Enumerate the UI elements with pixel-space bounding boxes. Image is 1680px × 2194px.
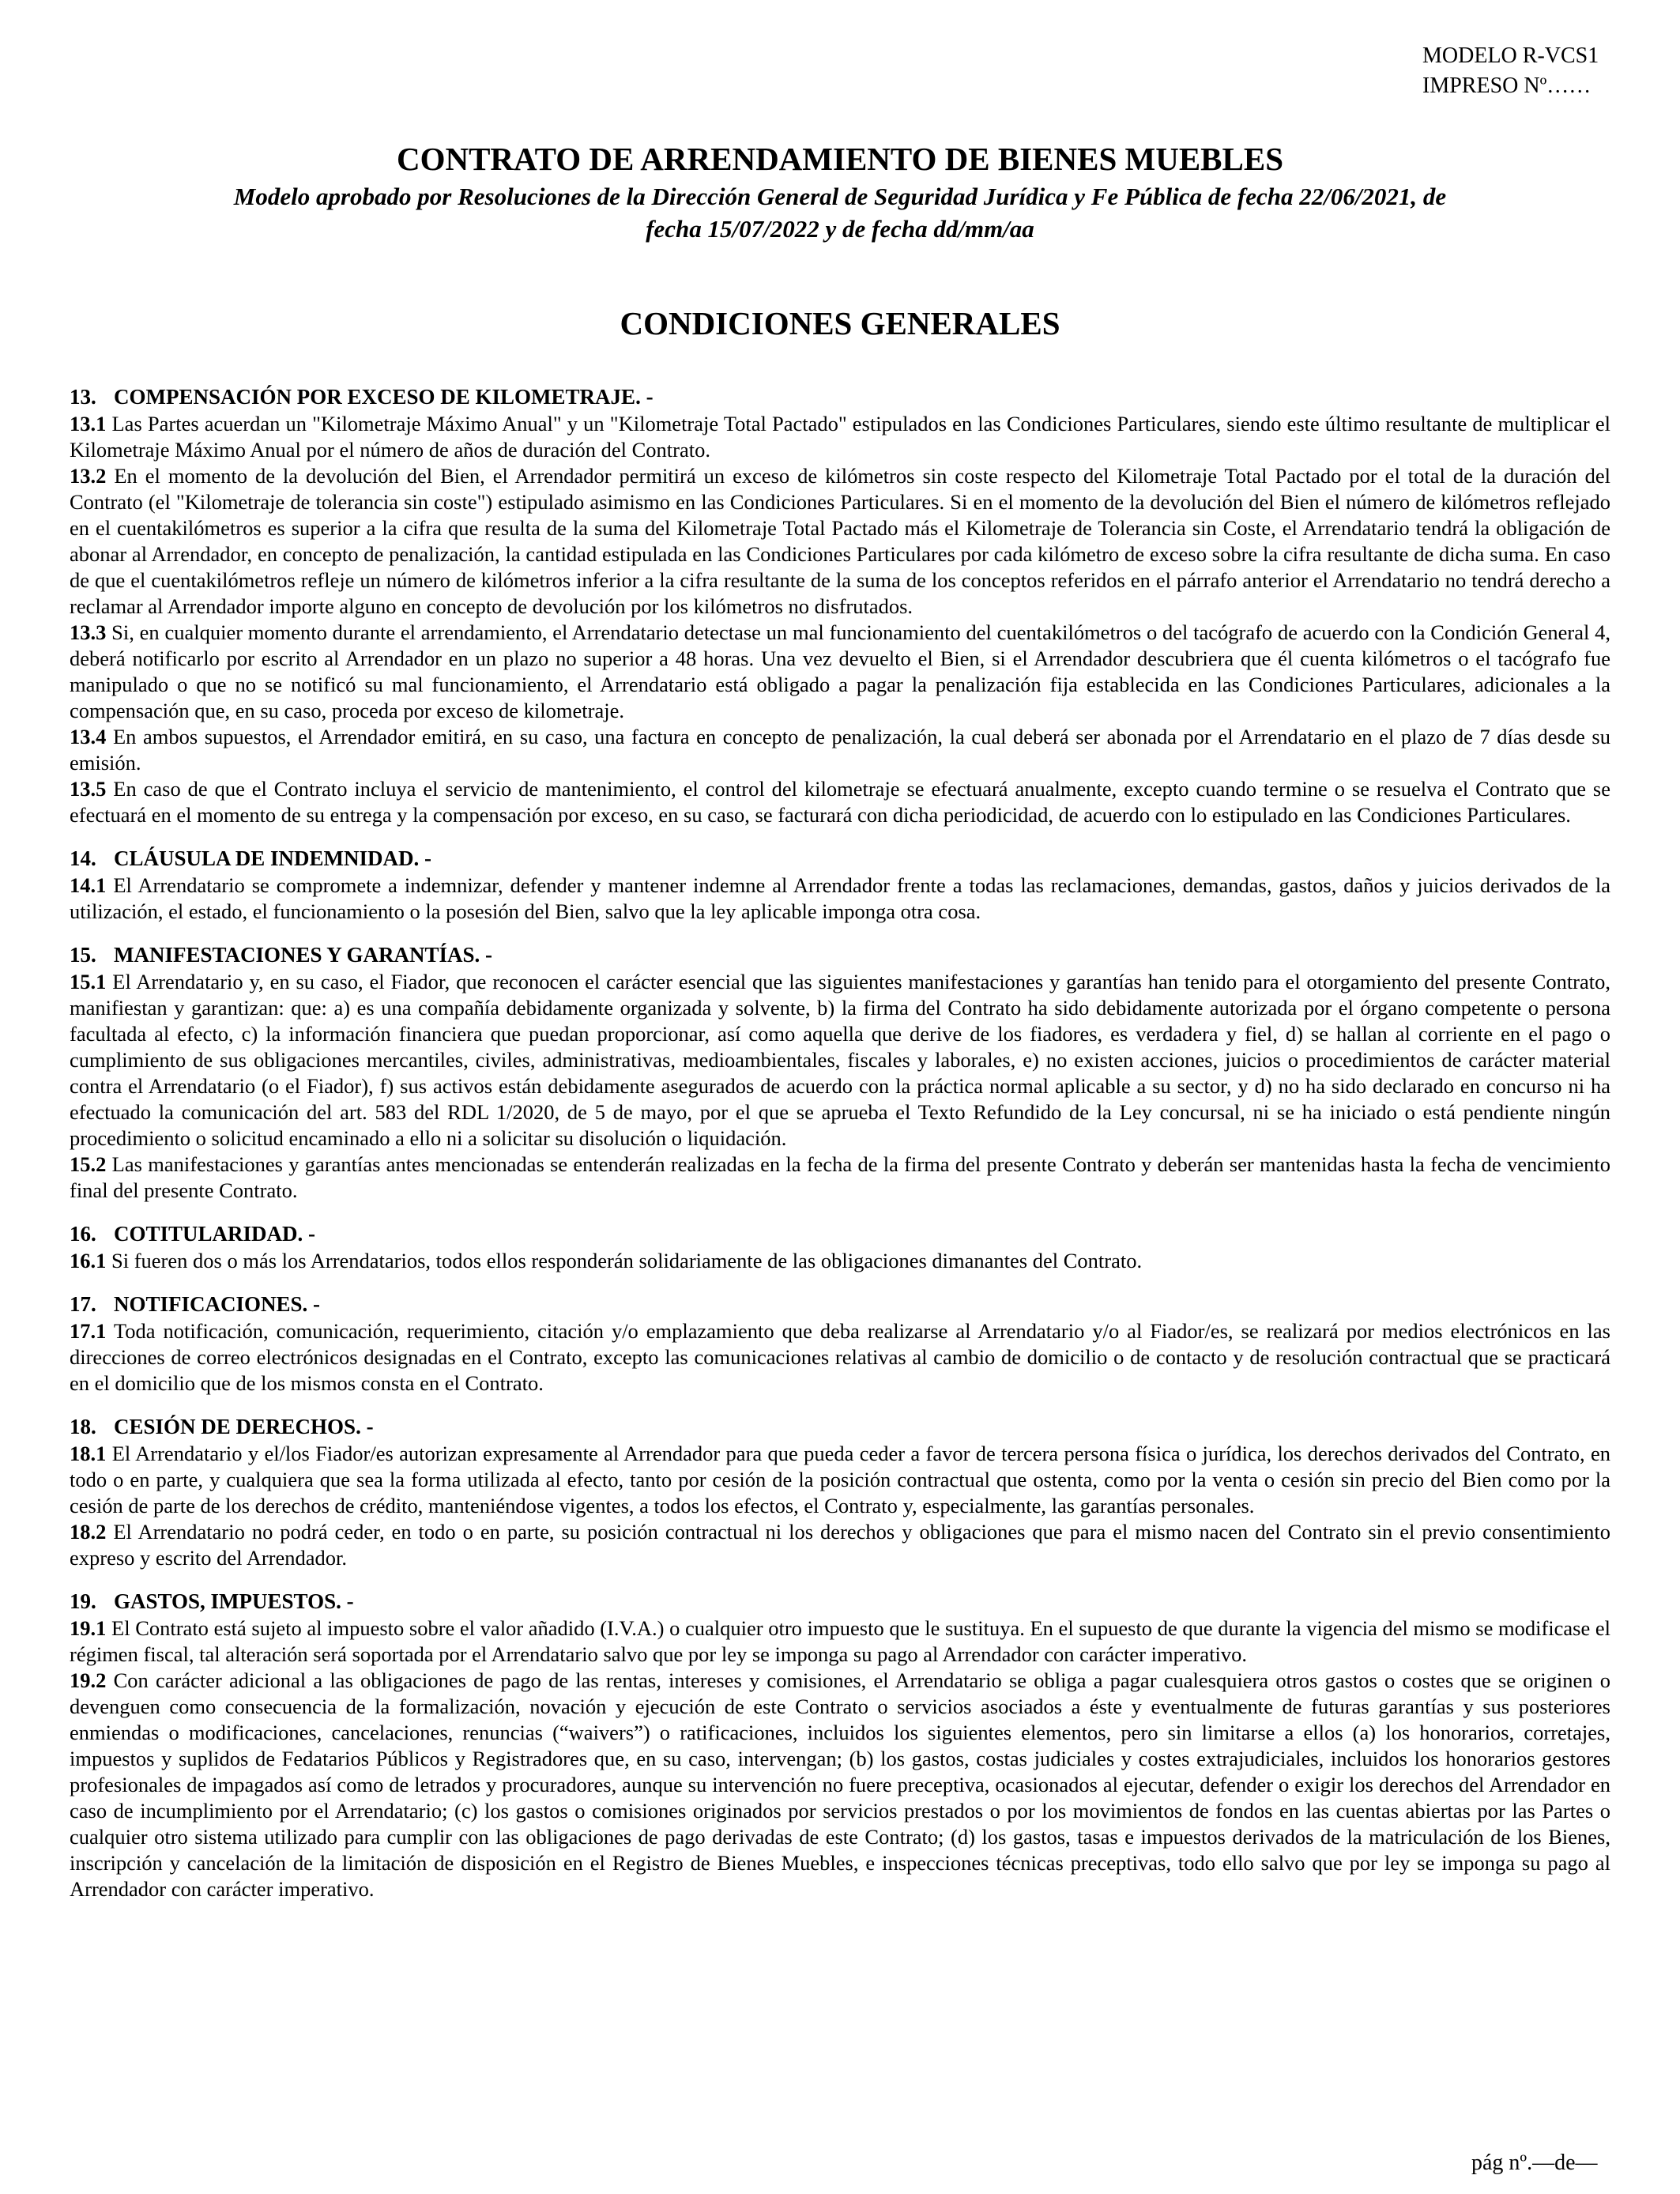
clause-text: El Arrendatario y, en su caso, el Fiador, que reconocen el carácter esencial que las siguientes manifestaciones y garantías han tenido para el otorgamiento del presente Contrato, manifiestan y garantizan: que: a) es una compañía debidamente organizada y solvente, b) la firma del Contrato ha sido debidamente autorizada por el órgano competente o persona facultada al efecto, c) la información financiera que puedan proporcionar, así como aquella que derive de los fiadores, es verdadera y fiel, d) se hallan al corriente en el pago o cumplimiento de sus obligaciones mercantiles, civiles, administrativas, medioambientales, fiscales y laborales, e) no existen acciones, juicios o procedimientos de carácter material contra el Arrendatario (o el Fiador), f) sus activos están debidamente asegurados de acuerdo con la práctica normal aplicable a su sector, y d) no ha sido declarado en concurso ni ha efectuado la comunicación del art. 583 del RDL 1/2020, de 5 de mayo, por el que se aprueba el Texto Refundido de la Ley concursal, ni se ha iniciado o está pendiente ningún procedimiento o solicitud encaminado a ello ni a solicitar su disolución o liquidación. xyxy=(70,970,1611,1150)
clause xyxy=(70,1248,1610,1274)
clause xyxy=(70,1152,1610,1204)
section-title-text: GASTOS, IMPUESTOS. - xyxy=(114,1589,354,1613)
condition-section xyxy=(70,941,1610,1204)
section-number: 15. xyxy=(70,943,96,967)
clause-number: 14.1 xyxy=(70,873,107,897)
clause-text: El Arrendatario se compromete a indemnizar, defender y mantener indemne al Arrendador frente a todas las reclamaciones, demandas, gastos, daños y juicios derivados de la utilización, el estado, el funcionamiento o la posesión del Bien, salvo que la ley aplicable imponga otra cosa. xyxy=(70,873,1611,923)
clause-number: 19.1 xyxy=(70,1616,107,1640)
section-number: 16. xyxy=(70,1222,96,1246)
condition-section xyxy=(70,1412,1610,1571)
clause-text: En el momento de la devolución del Bien, el Arrendador permitirá un exceso de kilómetros sin coste respecto del Kilometraje Total Pactado por el total de la duración del Contrato (el "Kilometraje de tolerancia sin coste") estipulado asimismo en las Condiciones Particulares. Si en el momento de la devolución del Bien el número de kilómetros reflejado en el cuentakilómetros es superior a la cifra que resulta de la suma del Kilometraje Total Pactado más el Kilometraje de Tolerancia sin Coste, el Arrendatario tendrá la obligación de abonar al Arrendador, en concepto de penalización, la cantidad estipulada en las Condiciones Particulares por cada kilómetro de exceso sobre la cifra resultante de dicha suma. En caso de que el cuentakilómetros refleje un número de kilómetros inferior a la cifra resultante de la suma de los conceptos referidos en el párrafo anterior el Arrendatario no tendrá derecho a reclamar al Arrendador importe alguno en concepto de devolución por los kilómetros no disfrutados. xyxy=(70,464,1611,618)
section-title xyxy=(70,383,1610,411)
section-title xyxy=(70,844,1610,873)
clause-text: En caso de que el Contrato incluya el servicio de mantenimiento, el control del kilometraje se efectuará anualmente, excepto cuando termine o se resuelva el Contrato que se efectuará en el momento de su entrega y la compensación por exceso, en su caso, se facturará con dicha periodicidad, de acuerdo con lo estipulado en las Condiciones Particulares. xyxy=(70,777,1611,827)
clause-text: El Arrendatario no podrá ceder, en todo o en parte, su posición contractual ni los derechos y obligaciones que para el mismo nacen del Contrato sin el previo consentimiento expreso y escrito del Arrendador. xyxy=(70,1520,1611,1570)
clause xyxy=(70,1615,1610,1668)
page-number: pág nº.—de— xyxy=(1471,2151,1598,2175)
clause-number: 17.1 xyxy=(70,1319,107,1343)
model-code: MODELO R-VCS1 xyxy=(1422,43,1599,68)
clause-text: Con carácter adicional a las obligaciones de pago de las rentas, intereses y comisiones, el Arrendatario se obliga a pagar cualesquiera otros gastos o costes que se originen o devenguen como consecuencia de la formalización, novación y ejecución de este Contrato o servicios asociados a éste y eventualmente de futuras garantías y sus posteriores enmiendas o modificaciones, cancelaciones, renuncias (“waivers”) o ratificaciones, incluidos los siguientes elementos, pero sin limitarse a ellos (a) los honorarios, corretajes, impuestos y suplidos de Fedatarios Públicos y Registradores que, en su caso, intervengan; (b) los gastos, costas judiciales y costes extrajudiciales, incluidos los honorarios gestores profesionales de impagados así como de letrados y procuradores, aunque su intervención no fuere preceptiva, ocasionados al ejecutar, defender o exigir los derechos del Arrendador en caso de incumplimiento por el Arrendatario; (c) los gastos o comisiones originados por servicios prestados o por los movimientos de fondos en las cuentas abiertas por las Partes o cualquier otro sistema utilizado para cumplir con las obligaciones de pago derivadas de este Contrato; (d) los gastos, tasas e impuestos derivados de la matriculación de los Bienes, inscripción y cancelación de la limitación de disposición en el Registro de Bienes Muebles, e inspecciones técnicas preceptivas, todo ello salvo que por ley se imponga su pago al Arrendador con carácter imperativo. xyxy=(70,1668,1610,1901)
clause xyxy=(70,776,1610,828)
section-number: 17. xyxy=(70,1292,96,1316)
condition-section xyxy=(70,1290,1610,1397)
section-title xyxy=(70,1220,1610,1248)
clause-text: En ambos supuestos, el Arrendador emitirá, en su caso, una factura en concepto de penalización, la cual deberá ser abonada por el Arrendatario en el plazo de 7 días desde su emisión. xyxy=(70,725,1610,775)
condition-section xyxy=(70,1587,1610,1902)
clause-number: 18.2 xyxy=(70,1520,107,1544)
clause xyxy=(70,1519,1610,1571)
model-reference xyxy=(1422,41,1599,101)
document-title: CONTRATO DE ARRENDAMIENTO DE BIENES MUEBLES xyxy=(396,141,1284,177)
clause xyxy=(70,873,1610,925)
condition-section xyxy=(70,844,1610,925)
clause xyxy=(70,463,1610,620)
section-title xyxy=(70,1412,1610,1441)
clause-number: 13.2 xyxy=(70,464,107,488)
clause-number: 18.1 xyxy=(70,1442,107,1465)
subtitle-line: Modelo aprobado por Resoluciones de la Dirección General de Seguridad Jurídica y Fe Pública de fecha 22/06/2021, de xyxy=(233,183,1447,210)
section-number: 13. xyxy=(70,385,96,409)
clause-text: Si, en cualquier momento durante el arrendamiento, el Arrendatario detectase un mal funcionamiento del cuentakilómetros o del tacógrafo de acuerdo con la Condición General 4, deberá notificarlo por escrito al Arrendador en un plazo no superior a 48 horas. Una vez devuelto el Bien, si el Arrendador descubriera que él cuenta kilómetros o el tacógrafo fue manipulado o que no se notificó su mal funcionamiento, el Arrendatario está obligado a pagar la penalización fija establecida en las Condiciones Particulares, adicionales a la compensación que, en su caso, proceda por exceso de kilometraje. xyxy=(70,620,1610,722)
subtitle-line: fecha 15/07/2022 y de fecha dd/mm/aa xyxy=(646,215,1034,243)
clause xyxy=(70,1318,1610,1397)
section-title xyxy=(70,941,1610,969)
clause xyxy=(70,724,1610,776)
section-title-text: COTITULARIDAD. - xyxy=(114,1222,316,1246)
clause-text: Las manifestaciones y garantías antes mencionadas se entenderán realizadas en la fecha de la firma del presente Contrato y deberán ser mantenidas hasta la fecha de vencimiento final del presente Contrato. xyxy=(70,1152,1611,1202)
clause-number: 19.2 xyxy=(70,1668,107,1692)
clause-text: Las Partes acuerdan un "Kilometraje Máximo Anual" y un "Kilometraje Total Pactado" estipulados en las Condiciones Particulares, siendo este último resultante de multiplicar el Kilometraje Máximo Anual por el número de años de duración del Contrato. xyxy=(70,412,1611,462)
clause xyxy=(70,1441,1610,1519)
section-title-text: CESIÓN DE DERECHOS. - xyxy=(114,1415,374,1438)
section-title xyxy=(70,1290,1610,1318)
section-number: 19. xyxy=(70,1589,96,1613)
clause xyxy=(70,620,1610,724)
clause-text: Toda notificación, comunicación, requerimiento, citación y/o emplazamiento que deba realizarse al Arrendatario y/o al Fiador/es, se realizará por medios electrónicos en las direcciones de correo electrónicos designadas en el Contrato, excepto las comunicaciones relativas al cambio de domicilio o de contacto y de resolución contractual que se practicará en el domicilio que de los mismos consta en el Contrato. xyxy=(70,1319,1610,1395)
conditions-body xyxy=(70,383,1610,1918)
clause-number: 16.1 xyxy=(70,1249,107,1272)
clause-number: 13.3 xyxy=(70,620,107,644)
clause-text: El Contrato está sujeto al impuesto sobre el valor añadido (I.V.A.) o cualquier otro impuesto que le sustituya. En el supuesto de que durante la vigencia del mismo se modificase el régimen fiscal, tal alteración será soportada por el Arrendatario salvo que por ley se imponga su pago al Arrendador con carácter imperativo. xyxy=(70,1616,1611,1666)
clause-number: 13.1 xyxy=(70,412,107,435)
printed-number: IMPRESO Nº…… xyxy=(1422,74,1591,98)
clause-number: 13.4 xyxy=(70,725,107,748)
document-subtitle xyxy=(158,180,1522,245)
clause-text: El Arrendatario y el/los Fiador/es autorizan expresamente al Arrendador para que pueda ceder a favor de tercera persona física o jurídica, los derechos derivados del Contrato, en todo o en parte, y cualquiera que sea la forma utilizada al efecto, tanto por cesión de la posición contractual que ostenta, como por la venta o cesión sin precio del Bien como por la cesión de parte de los derechos de crédito, manteniéndose vigentes, a todos los efectos, el Contrato y, especialmente, las garantías personales. xyxy=(70,1442,1610,1517)
condition-section xyxy=(70,1220,1610,1274)
section-number: 14. xyxy=(70,846,96,870)
clause xyxy=(70,1668,1610,1902)
section-title-text: MANIFESTACIONES Y GARANTÍAS. - xyxy=(114,943,493,967)
clause-number: 15.1 xyxy=(70,970,107,993)
section-number: 18. xyxy=(70,1415,96,1438)
section-title-text: CLÁUSULA DE INDEMNIDAD. - xyxy=(114,846,432,870)
section-title-text: COMPENSACIÓN POR EXCESO DE KILOMETRAJE. - xyxy=(114,385,654,409)
section-title xyxy=(70,1587,1610,1615)
clause xyxy=(70,969,1610,1152)
condition-section xyxy=(70,383,1610,828)
section-heading: CONDICIONES GENERALES xyxy=(620,305,1060,341)
clause xyxy=(70,411,1610,463)
section-title-text: NOTIFICACIONES. - xyxy=(114,1292,321,1316)
clause-number: 15.2 xyxy=(70,1152,107,1176)
clause-number: 13.5 xyxy=(70,777,107,801)
clause-text: Si fueren dos o más los Arrendatarios, todos ellos responderán solidariamente de las obligaciones dimanantes del Contrato. xyxy=(111,1249,1143,1272)
